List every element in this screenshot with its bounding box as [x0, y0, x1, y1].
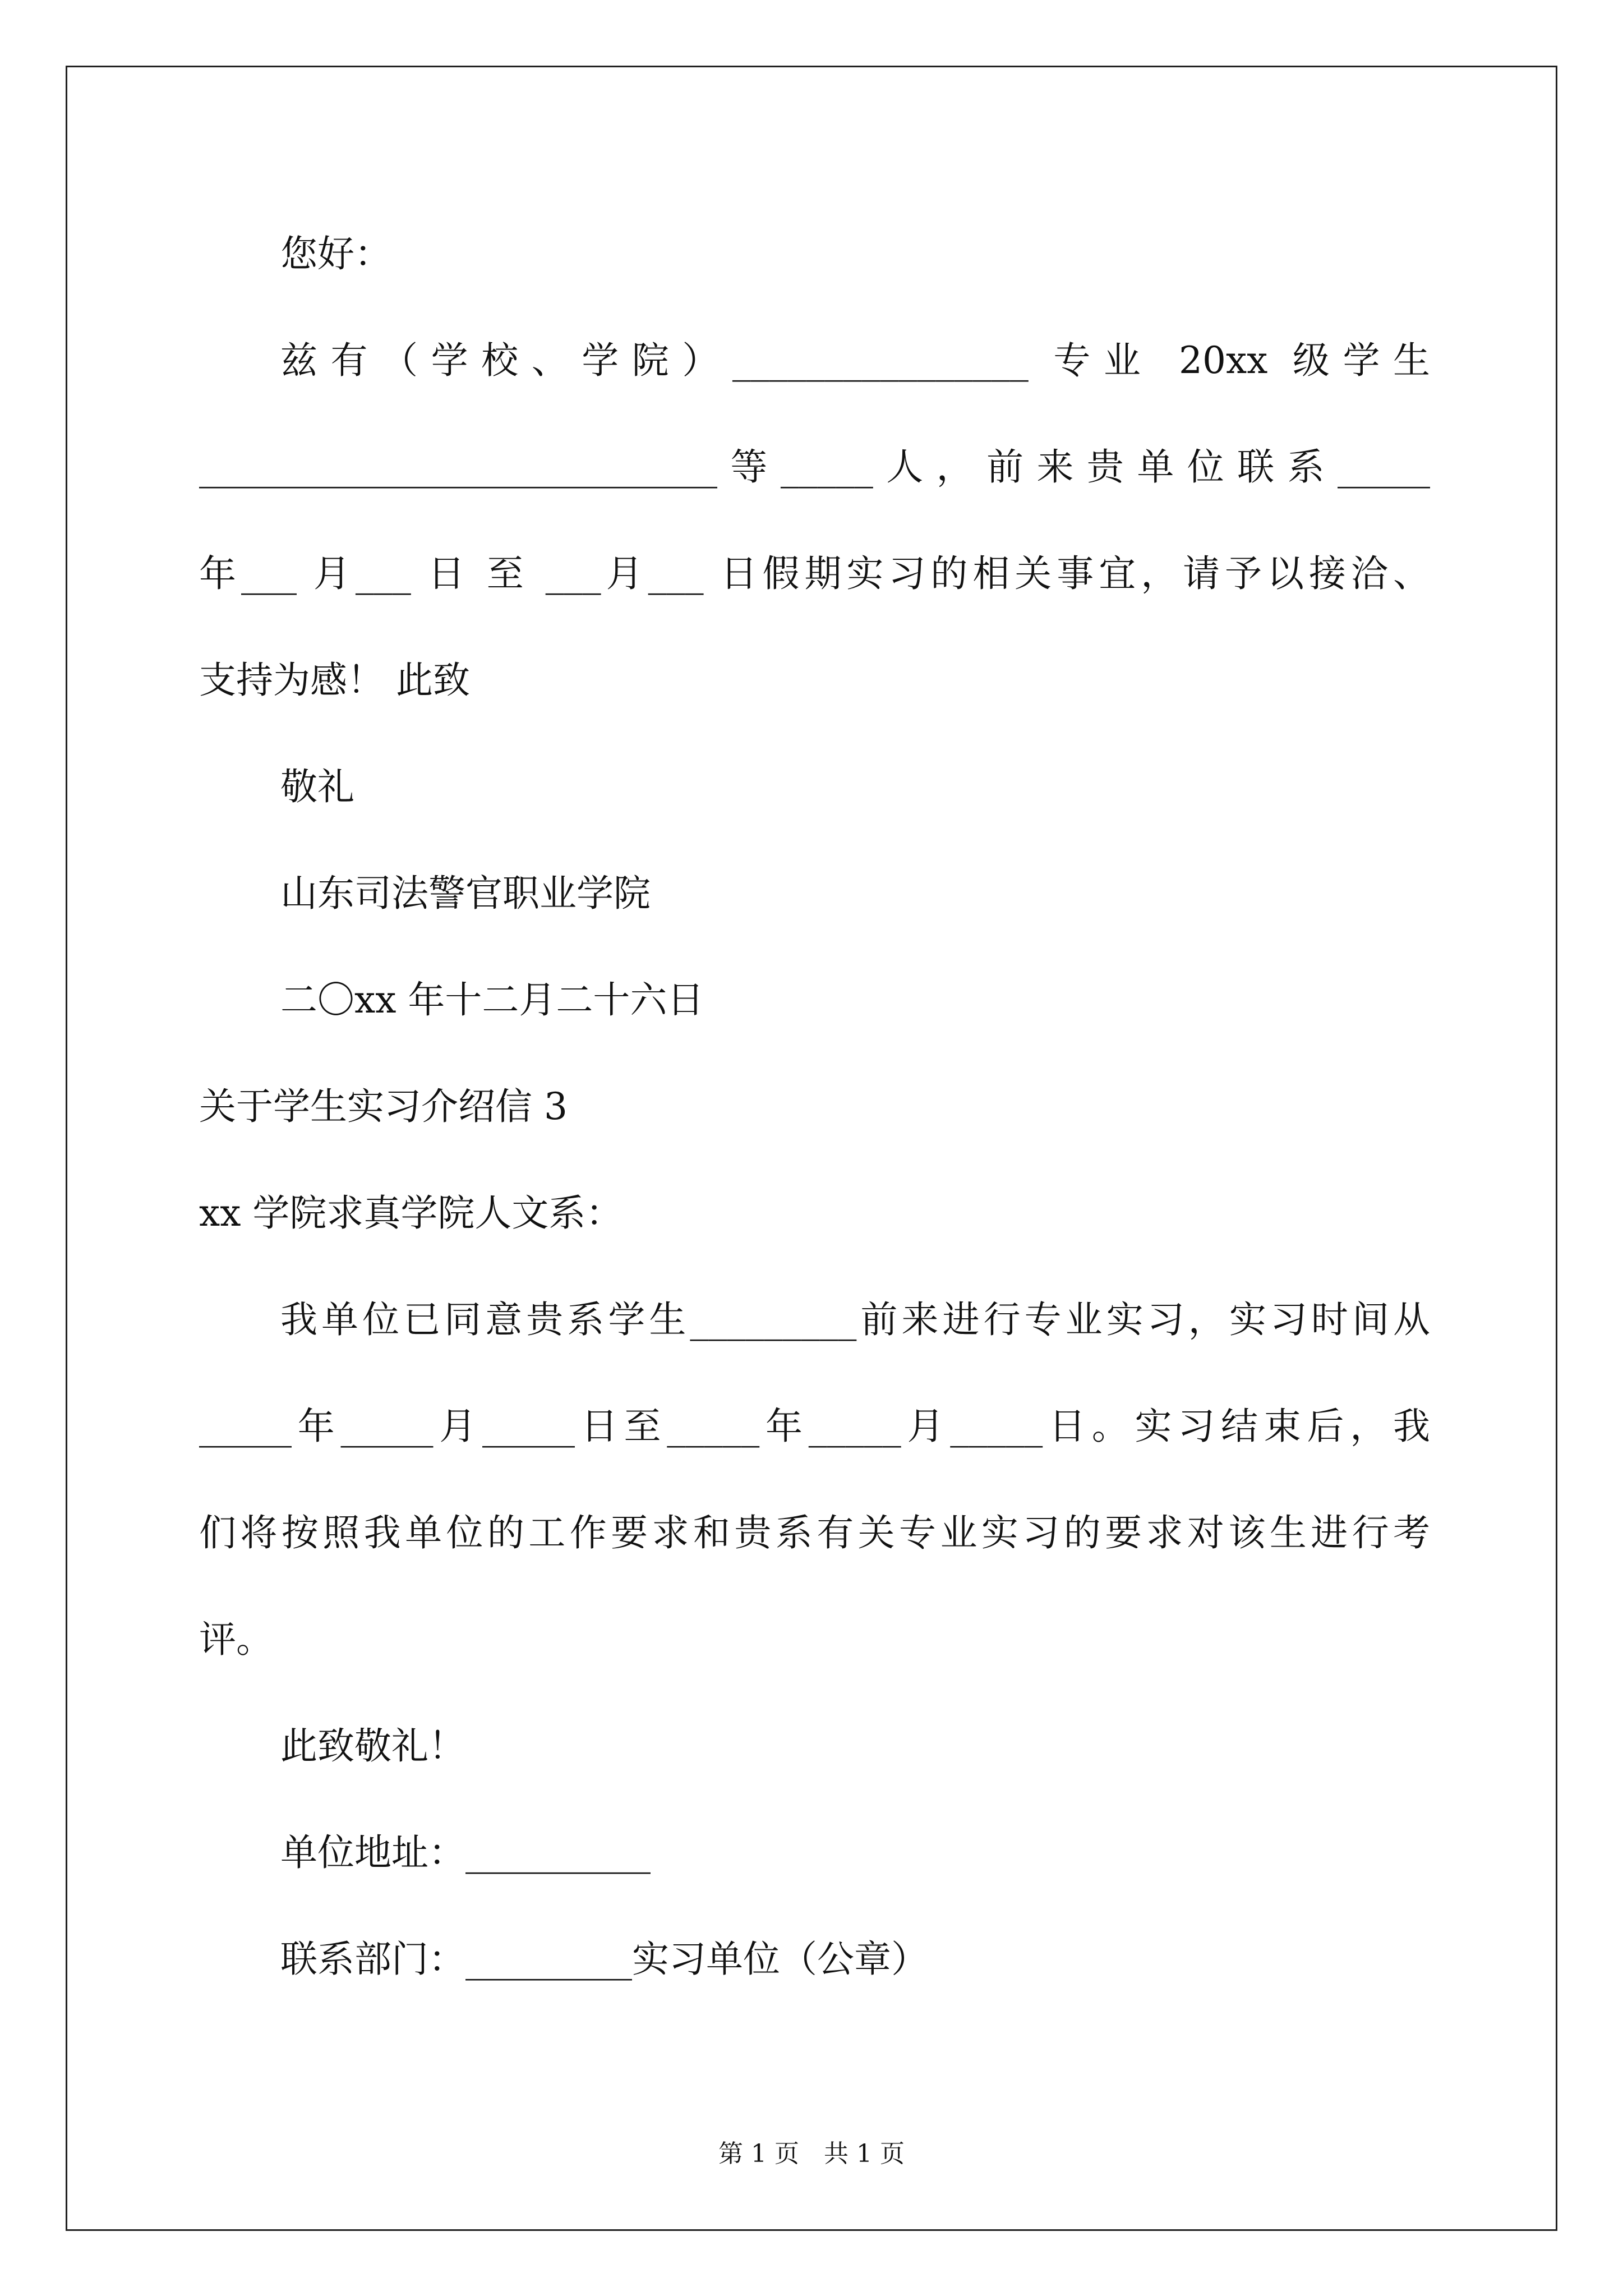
address-field: 单位地址：__________: [280, 1831, 651, 1874]
letter3-line3: 们将按照我单位的工作要求和贵系有关专业实习的要求对该生进行考: [199, 1511, 1430, 1554]
letter3-line4: 评。: [199, 1618, 273, 1661]
letter3-line1: 我单位已同意贵系学生_________前来进行专业实习，实习时间从: [280, 1298, 1430, 1341]
letter2-line1: 兹有（学校、学院）________________ 专业 20xx 级学生: [280, 339, 1430, 382]
letter2-line4: 支持为感！ 此致: [199, 659, 470, 702]
section-title: 关于学生实习介绍信 3: [199, 1085, 568, 1128]
salute: 敬礼: [280, 765, 354, 808]
letter2-date: 二〇xx 年十二月二十六日: [280, 978, 704, 1022]
letter2-line3: 年___ 月___ 日 至 ___月___ 日假期实习的相关事宜，请予以接洽、: [199, 552, 1430, 595]
greeting: 您好：: [280, 232, 391, 275]
closing: 此致敬礼！: [280, 1724, 465, 1768]
page-frame: [66, 66, 1557, 2231]
addressee: xx 学院求真学院人文系：: [199, 1191, 623, 1235]
page-number: 第 1 页 共 1 页: [718, 2139, 905, 2168]
letter3-line2: _____年_____月_____日至_____年_____月_____日。实习结束后，我: [199, 1405, 1430, 1448]
signer: 山东司法警官职业学院: [280, 872, 651, 915]
department-field: 联系部门：_________实习单位（公章）: [280, 1938, 928, 1981]
letter2-line2: ____________________________等_____人，前来贵单位联系_____: [199, 445, 1430, 489]
